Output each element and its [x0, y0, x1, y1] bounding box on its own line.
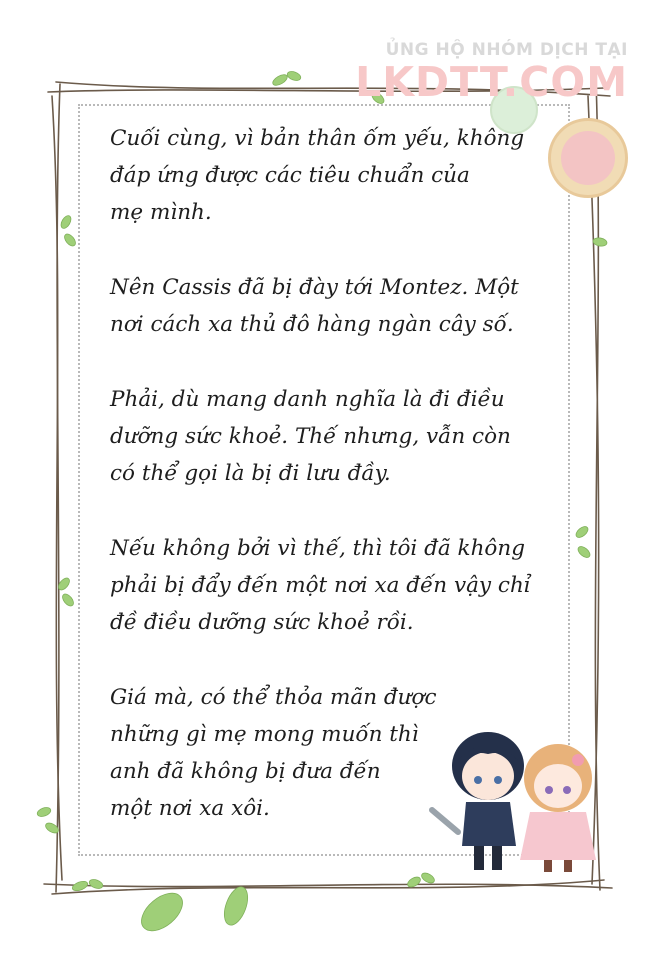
- text-line: nơi cách xa thủ đô hàng ngàn cây số.: [110, 312, 514, 337]
- watermark-line1: ỦNG HỘ NHÓM DỊCH TẠI: [385, 40, 628, 60]
- text-line: Phải, dù mang danh nghĩa là đi điều: [110, 387, 505, 412]
- paragraph-3: [110, 381, 550, 492]
- text-line: Nên Cassis đã bị đày tới Montez. Một: [110, 275, 519, 300]
- text-line: đề điều dưỡng sức khoẻ rồi.: [110, 610, 414, 635]
- text-line: một nơi xa xôi.: [110, 796, 270, 821]
- paragraph-1: [110, 120, 550, 231]
- text-line: anh đã không bị đưa đến: [110, 759, 381, 784]
- text-line: dưỡng sức khoẻ. Thế nhưng, vẫn còn: [110, 424, 511, 449]
- chibi-characters-illustration: [418, 720, 608, 880]
- sprinkle-cookie-decoration: [548, 118, 628, 198]
- text-line: phải bị đẩy đến một nơi xa đến vậy chỉ: [110, 573, 531, 598]
- paragraph-4: [110, 530, 550, 641]
- watermark: [355, 40, 628, 106]
- paragraph-2: [110, 269, 550, 343]
- watermark-site: LKDTT.COM: [355, 58, 628, 106]
- text-line: có thể gọi là bị đi lưu đầy.: [110, 461, 391, 486]
- text-line: những gì mẹ mong muốn thì: [110, 722, 419, 747]
- text-line: Giá mà, có thể thỏa mãn được: [110, 685, 437, 710]
- text-line: đáp ứng được các tiêu chuẩn của: [110, 163, 470, 188]
- text-line: mẹ mình.: [110, 200, 212, 225]
- text-line: Nếu không bởi vì thế, thì tôi đã không: [110, 536, 525, 561]
- text-line: Cuối cùng, vì bản thân ốm yếu, không: [110, 126, 525, 151]
